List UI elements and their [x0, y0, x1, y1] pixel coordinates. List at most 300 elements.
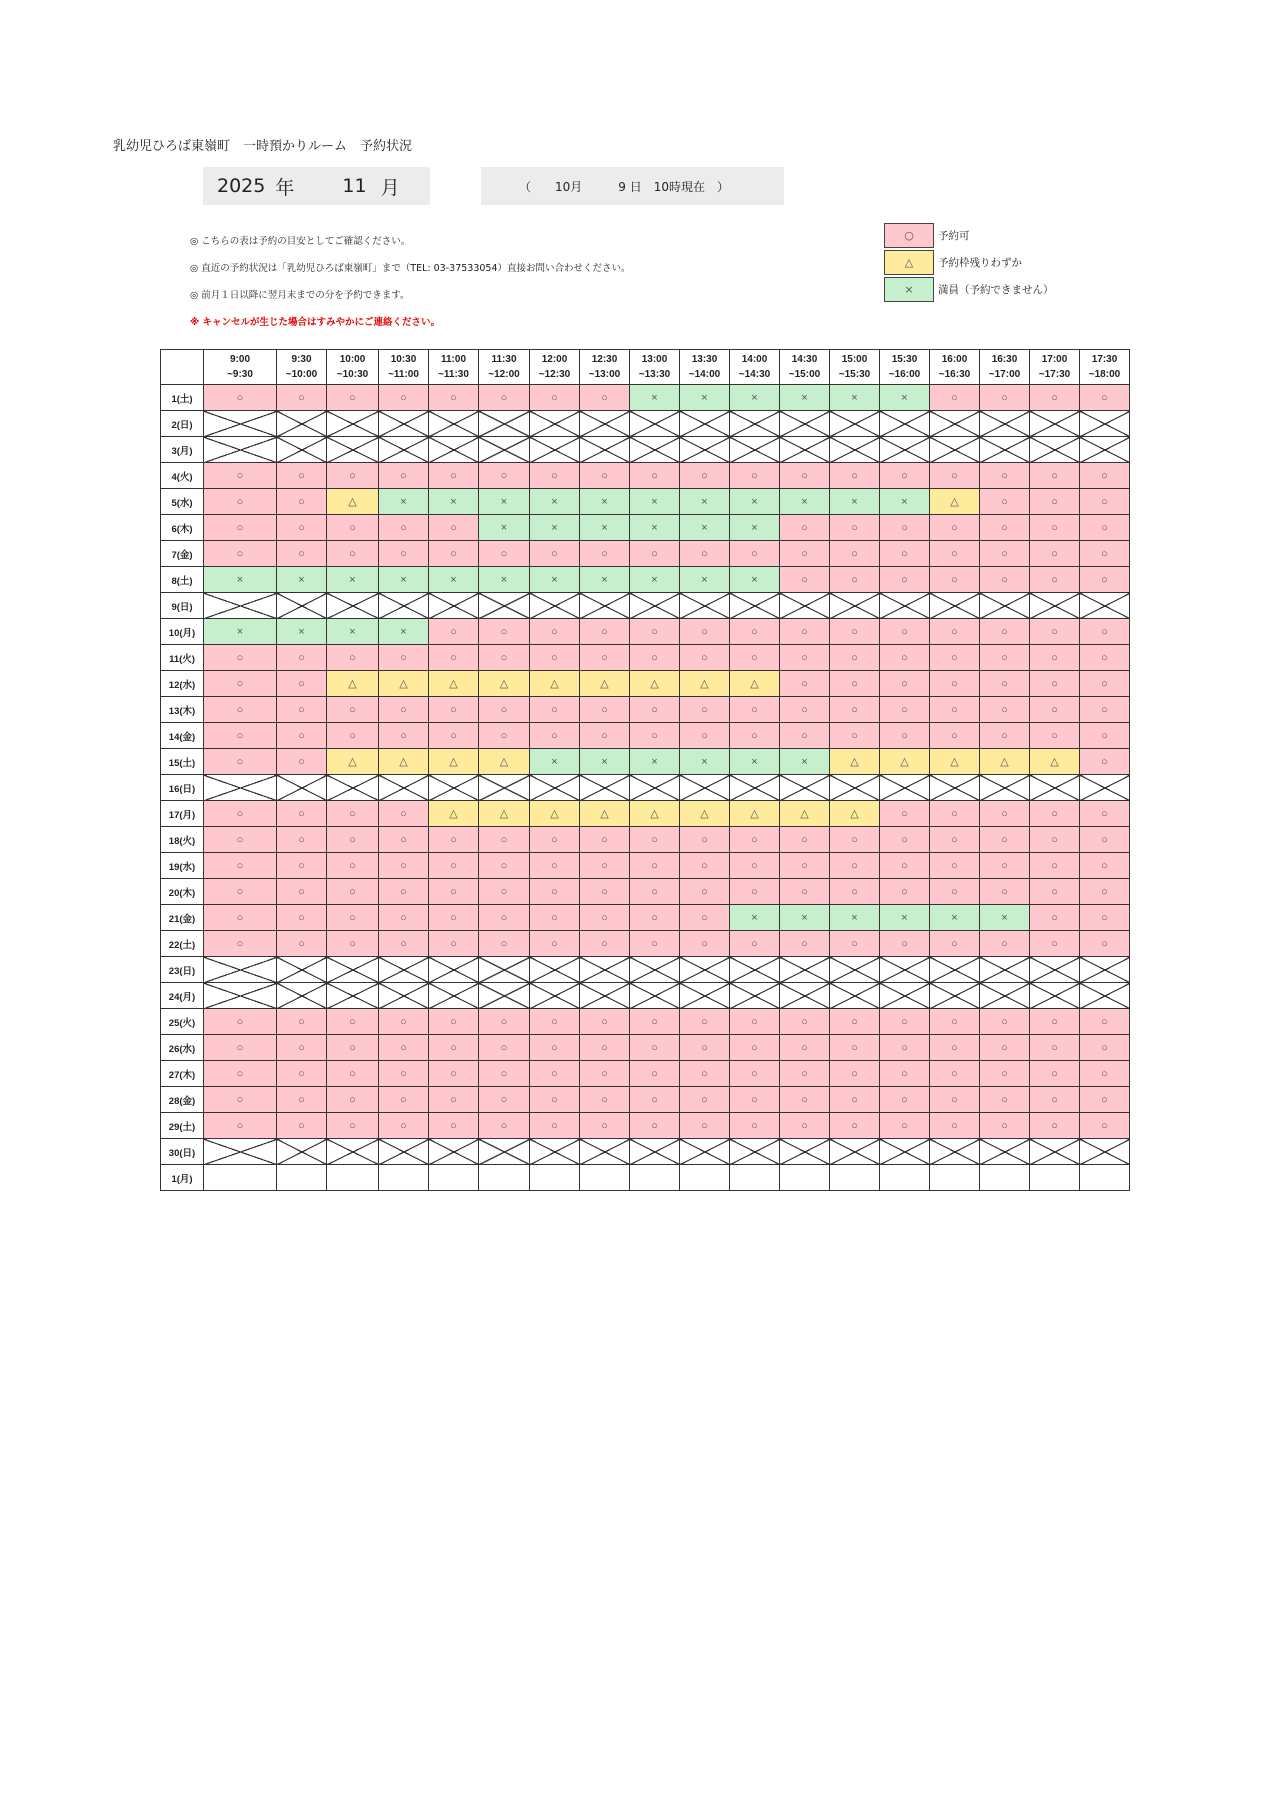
- slot-cell-full: ×: [980, 905, 1030, 931]
- day-row: [161, 1035, 1130, 1061]
- corner-cell: [161, 350, 204, 385]
- slot-cell-ok: ○: [980, 697, 1030, 723]
- slot-cell-ok: ○: [277, 1087, 327, 1113]
- time-slot-start: 10:30: [390, 354, 417, 365]
- legend-label-ok: 予約可: [938, 230, 970, 242]
- slot-cell-ok: ○: [429, 879, 479, 905]
- closed-slot: [479, 983, 530, 1009]
- slot-cell-ok: ○: [429, 619, 479, 645]
- closed-slot: [1080, 1139, 1130, 1165]
- closed-slot: [580, 593, 630, 619]
- time-slot-end: ~18:00: [1088, 369, 1121, 380]
- slot-cell-ok: ○: [530, 723, 580, 749]
- time-slot-end: ~10:30: [336, 369, 369, 380]
- slot-cell-ok: ○: [1030, 1113, 1080, 1139]
- slot-cell-ok: ○: [630, 853, 680, 879]
- time-slot-end: ~15:30: [838, 369, 871, 380]
- slot-cell-ok: ○: [780, 671, 830, 697]
- closed-slot: [930, 411, 980, 437]
- slot-cell-ok: ○: [277, 1113, 327, 1139]
- slot-cell-ok: ○: [630, 1061, 680, 1087]
- slot-cell-few: △: [730, 801, 780, 827]
- slot-cell-ok: ○: [429, 515, 479, 541]
- slot-cell-ok: ○: [379, 1035, 429, 1061]
- slot-cell-ok: ○: [277, 697, 327, 723]
- slot-cell-ok: ○: [277, 905, 327, 931]
- slot-cell-full: ×: [379, 619, 429, 645]
- slot-cell-ok: ○: [379, 385, 429, 411]
- time-slot-header: [204, 350, 277, 385]
- as-of-date-box: [481, 167, 784, 205]
- legend-swatch-ok: ○: [884, 223, 934, 248]
- slot-cell-full: ×: [580, 489, 630, 515]
- slot-cell-ok: ○: [930, 1113, 980, 1139]
- closed-slot: [530, 957, 580, 983]
- note-1: ◎ こちらの表は予約の目安としてご確認ください。: [190, 236, 411, 247]
- closed-slot: [680, 1139, 730, 1165]
- slot-cell-ok: ○: [277, 1009, 327, 1035]
- slot-cell-ok: ○: [1080, 853, 1130, 879]
- slot-cell-ok: ○: [429, 1009, 479, 1035]
- reservation-grid: [160, 349, 1130, 1191]
- slot-cell-ok: ○: [730, 1061, 780, 1087]
- closed-slot: [1030, 983, 1080, 1009]
- closed-slot: [1080, 957, 1130, 983]
- slot-cell-ok: ○: [680, 619, 730, 645]
- slot-cell-ok: ○: [630, 697, 680, 723]
- slot-cell-ok: ○: [730, 1113, 780, 1139]
- slot-cell-ok: ○: [1030, 723, 1080, 749]
- slot-cell-ok: ○: [930, 853, 980, 879]
- slot-cell-ok: ○: [830, 1113, 880, 1139]
- closed-slot: [379, 957, 429, 983]
- closed-slot: [580, 957, 630, 983]
- slot-cell-ok: ○: [580, 619, 630, 645]
- slot-cell-ok: ○: [830, 1061, 880, 1087]
- time-slot-header: [379, 350, 429, 385]
- time-slot-start: 9:30: [291, 354, 312, 365]
- slot-cell-ok: ○: [880, 931, 930, 957]
- slot-cell-ok: ○: [530, 931, 580, 957]
- slot-cell-ok: ○: [1030, 1061, 1080, 1087]
- slot-cell-full: ×: [730, 515, 780, 541]
- slot-cell-full: ×: [730, 567, 780, 593]
- slot-cell-ok: ○: [379, 879, 429, 905]
- slot-cell-ok: ○: [530, 1009, 580, 1035]
- day-row: [161, 385, 1130, 411]
- slot-cell-ok: ○: [930, 1009, 980, 1035]
- closed-slot: [479, 775, 530, 801]
- empty-slot: [730, 1165, 780, 1191]
- closed-slot: [277, 411, 327, 437]
- slot-cell-full: ×: [780, 489, 830, 515]
- day-label: 25(火): [161, 1009, 204, 1035]
- slot-cell-few: △: [780, 801, 830, 827]
- slot-cell-ok: ○: [680, 879, 730, 905]
- slot-cell-few: △: [327, 671, 379, 697]
- time-slot-end: ~16:00: [888, 369, 921, 380]
- closed-slot: [1080, 411, 1130, 437]
- slot-cell-ok: ○: [780, 567, 830, 593]
- slot-cell-ok: ○: [730, 931, 780, 957]
- slot-cell-ok: ○: [730, 541, 780, 567]
- closed-slot: [530, 411, 580, 437]
- slot-cell-ok: ○: [630, 463, 680, 489]
- closed-slot: [327, 1139, 379, 1165]
- slot-cell-ok: ○: [1030, 619, 1080, 645]
- time-slot-start: 13:30: [691, 354, 718, 365]
- slot-cell-ok: ○: [580, 879, 630, 905]
- closed-slot: [730, 775, 780, 801]
- closed-slot: [1030, 1139, 1080, 1165]
- day-row: [161, 645, 1130, 671]
- slot-cell-ok: ○: [580, 905, 630, 931]
- slot-cell-ok: ○: [379, 853, 429, 879]
- closed-slot: [580, 775, 630, 801]
- closed-slot: [730, 411, 780, 437]
- day-label: 26(水): [161, 1035, 204, 1061]
- day-row: [161, 619, 1130, 645]
- closed-slot: [980, 775, 1030, 801]
- slot-cell-few: △: [379, 671, 429, 697]
- closed-slot: [880, 411, 930, 437]
- day-row: [161, 905, 1130, 931]
- slot-cell-ok: ○: [780, 619, 830, 645]
- slot-cell-ok: ○: [930, 515, 980, 541]
- slot-cell-ok: ○: [630, 879, 680, 905]
- closed-slot: [880, 593, 930, 619]
- slot-cell-ok: ○: [880, 1009, 930, 1035]
- slot-cell-full: ×: [379, 567, 429, 593]
- closed-slot: [630, 957, 680, 983]
- slot-cell-ok: ○: [980, 879, 1030, 905]
- closed-slot: [1080, 775, 1130, 801]
- time-slot-end: ~9:30: [227, 369, 253, 380]
- slot-cell-ok: ○: [730, 879, 780, 905]
- slot-cell-ok: ○: [479, 1061, 530, 1087]
- slot-cell-ok: ○: [204, 1087, 277, 1113]
- day-row: [161, 1087, 1130, 1113]
- slot-cell-full: ×: [630, 749, 680, 775]
- closed-slot: [980, 411, 1030, 437]
- slot-cell-ok: ○: [980, 1035, 1030, 1061]
- day-row: [161, 1139, 1130, 1165]
- slot-cell-ok: ○: [880, 1061, 930, 1087]
- legend-item-ok: [884, 222, 1054, 249]
- closed-slot: [780, 411, 830, 437]
- slot-cell-few: △: [630, 801, 680, 827]
- slot-cell-ok: ○: [204, 1113, 277, 1139]
- day-row: [161, 853, 1130, 879]
- slot-cell-ok: ○: [1080, 671, 1130, 697]
- slot-cell-ok: ○: [980, 385, 1030, 411]
- slot-cell-full: ×: [479, 515, 530, 541]
- time-slot-end: ~13:30: [638, 369, 671, 380]
- day-label: 23(日): [161, 957, 204, 983]
- closed-slot: [1080, 983, 1130, 1009]
- slot-cell-ok: ○: [880, 515, 930, 541]
- closed-slot: [530, 593, 580, 619]
- time-slot-start: 16:30: [991, 354, 1018, 365]
- slot-cell-ok: ○: [327, 645, 379, 671]
- closed-slot: [780, 983, 830, 1009]
- closed-slot: [580, 437, 630, 463]
- time-slot-start: 12:30: [591, 354, 618, 365]
- slot-cell-full: ×: [730, 385, 780, 411]
- slot-cell-ok: ○: [780, 1035, 830, 1061]
- slot-cell-full: ×: [830, 489, 880, 515]
- slot-cell-ok: ○: [429, 1061, 479, 1087]
- time-slot-start: 15:30: [891, 354, 918, 365]
- slot-cell-ok: ○: [1030, 931, 1080, 957]
- slot-cell-ok: ○: [204, 749, 277, 775]
- closed-slot: [730, 437, 780, 463]
- closed-slot: [730, 983, 780, 1009]
- slot-cell-ok: ○: [1080, 1009, 1130, 1035]
- legend-label-few: 予約枠残りわずか: [938, 257, 1022, 269]
- day-row: [161, 1061, 1130, 1087]
- slot-cell-full: ×: [630, 515, 680, 541]
- closed-slot: [630, 983, 680, 1009]
- slot-cell-ok: ○: [204, 515, 277, 541]
- closed-slot: [630, 411, 680, 437]
- day-label: 16(日): [161, 775, 204, 801]
- time-slot-start: 10:00: [339, 354, 366, 365]
- day-label: 10(月): [161, 619, 204, 645]
- slot-cell-ok: ○: [830, 1035, 880, 1061]
- slot-cell-ok: ○: [327, 515, 379, 541]
- slot-cell-few: △: [1030, 749, 1080, 775]
- slot-cell-few: △: [930, 489, 980, 515]
- slot-cell-ok: ○: [327, 931, 379, 957]
- day-label: 1(月): [161, 1165, 204, 1191]
- closed-slot: [680, 593, 730, 619]
- slot-cell-ok: ○: [780, 463, 830, 489]
- slot-cell-ok: ○: [429, 1113, 479, 1139]
- day-label: 8(土): [161, 567, 204, 593]
- slot-cell-ok: ○: [830, 645, 880, 671]
- grid-body: [161, 385, 1130, 1191]
- time-slot-header: [780, 350, 830, 385]
- time-slot-header: [630, 350, 680, 385]
- slot-cell-ok: ○: [277, 801, 327, 827]
- slot-cell-ok: ○: [680, 1061, 730, 1087]
- slot-cell-ok: ○: [930, 463, 980, 489]
- slot-cell-ok: ○: [379, 801, 429, 827]
- slot-cell-ok: ○: [580, 385, 630, 411]
- slot-cell-ok: ○: [479, 645, 530, 671]
- slot-cell-ok: ○: [730, 827, 780, 853]
- closed-slot: [277, 437, 327, 463]
- closed-slot: [780, 957, 830, 983]
- time-slot-header: [930, 350, 980, 385]
- slot-cell-full: ×: [730, 749, 780, 775]
- closed-slot: [680, 437, 730, 463]
- slot-cell-ok: ○: [780, 541, 830, 567]
- legend-label-full: 満員（予約できません）: [938, 284, 1054, 296]
- legend-item-few: [884, 249, 1054, 276]
- slot-cell-ok: ○: [479, 723, 530, 749]
- slot-cell-ok: ○: [630, 541, 680, 567]
- slot-cell-ok: ○: [680, 1087, 730, 1113]
- slot-cell-ok: ○: [830, 853, 880, 879]
- empty-slot: [1080, 1165, 1130, 1191]
- slot-cell-few: △: [930, 749, 980, 775]
- slot-cell-ok: ○: [1080, 905, 1130, 931]
- slot-cell-ok: ○: [327, 801, 379, 827]
- slot-cell-few: △: [479, 749, 530, 775]
- empty-slot: [880, 1165, 930, 1191]
- slot-cell-full: ×: [530, 567, 580, 593]
- slot-cell-ok: ○: [277, 645, 327, 671]
- slot-cell-ok: ○: [204, 853, 277, 879]
- slot-cell-ok: ○: [277, 931, 327, 957]
- day-row: [161, 879, 1130, 905]
- closed-slot: [479, 957, 530, 983]
- slot-cell-full: ×: [580, 749, 630, 775]
- time-slot-end: ~10:00: [285, 369, 318, 380]
- slot-cell-ok: ○: [730, 697, 780, 723]
- empty-slot: [327, 1165, 379, 1191]
- slot-cell-ok: ○: [429, 827, 479, 853]
- note-2: ◎ 直近の予約状況は「乳幼児ひろば東嶺町」まで（TEL: 03-37533054）直接お問い合わせください。: [190, 263, 631, 274]
- closed-slot: [1030, 411, 1080, 437]
- closed-slot: [429, 593, 479, 619]
- slot-cell-full: ×: [580, 515, 630, 541]
- year-value: 2025: [217, 175, 266, 197]
- empty-slot: [680, 1165, 730, 1191]
- closed-slot: [730, 957, 780, 983]
- day-row: [161, 775, 1130, 801]
- closed-slot: [730, 1139, 780, 1165]
- closed-slot: [830, 1139, 880, 1165]
- slot-cell-few: △: [980, 749, 1030, 775]
- slot-cell-ok: ○: [479, 905, 530, 931]
- slot-cell-ok: ○: [479, 619, 530, 645]
- closed-slot: [930, 775, 980, 801]
- slot-cell-ok: ○: [1080, 1061, 1130, 1087]
- reservation-grid-wrap: [160, 349, 1130, 1191]
- slot-cell-full: ×: [780, 905, 830, 931]
- slot-cell-ok: ○: [780, 1087, 830, 1113]
- year-month-box: [203, 167, 430, 205]
- closed-slot: [980, 983, 1030, 1009]
- time-slot-header: [479, 350, 530, 385]
- slot-cell-ok: ○: [780, 879, 830, 905]
- day-row: [161, 723, 1130, 749]
- slot-cell-full: ×: [830, 385, 880, 411]
- slot-cell-ok: ○: [1080, 385, 1130, 411]
- day-row: [161, 1165, 1130, 1191]
- closed-slot: [780, 593, 830, 619]
- time-slot-header: [880, 350, 930, 385]
- closed-slot: [479, 593, 530, 619]
- slot-cell-few: △: [530, 671, 580, 697]
- closed-slot: [429, 775, 479, 801]
- closed-slot: [479, 411, 530, 437]
- slot-cell-ok: ○: [980, 801, 1030, 827]
- closed-slot: [429, 437, 479, 463]
- closed-slot: [204, 957, 277, 983]
- closed-slot: [277, 957, 327, 983]
- slot-cell-ok: ○: [429, 1035, 479, 1061]
- slot-cell-full: ×: [730, 905, 780, 931]
- day-label: 27(木): [161, 1061, 204, 1087]
- time-slot-header: [429, 350, 479, 385]
- closed-slot: [277, 1139, 327, 1165]
- closed-slot: [429, 983, 479, 1009]
- closed-slot: [530, 1139, 580, 1165]
- closed-slot: [780, 1139, 830, 1165]
- closed-slot: [830, 983, 880, 1009]
- slot-cell-ok: ○: [327, 541, 379, 567]
- closed-slot: [530, 437, 580, 463]
- closed-slot: [277, 775, 327, 801]
- slot-cell-ok: ○: [1030, 879, 1080, 905]
- slot-cell-ok: ○: [780, 853, 830, 879]
- closed-slot: [1030, 437, 1080, 463]
- slot-cell-ok: ○: [277, 749, 327, 775]
- slot-cell-ok: ○: [1030, 671, 1080, 697]
- time-slot-header: [580, 350, 630, 385]
- slot-cell-ok: ○: [204, 1009, 277, 1035]
- slot-cell-ok: ○: [1030, 827, 1080, 853]
- time-slot-start: 11:00: [440, 354, 467, 365]
- slot-cell-ok: ○: [379, 515, 429, 541]
- closed-slot: [880, 957, 930, 983]
- closed-slot: [830, 775, 880, 801]
- slot-cell-ok: ○: [980, 489, 1030, 515]
- slot-cell-ok: ○: [930, 723, 980, 749]
- slot-cell-ok: ○: [830, 515, 880, 541]
- time-slot-start: 14:00: [741, 354, 768, 365]
- closed-slot: [930, 437, 980, 463]
- closed-slot: [204, 775, 277, 801]
- slot-cell-ok: ○: [1030, 1035, 1080, 1061]
- slot-cell-ok: ○: [980, 1009, 1030, 1035]
- slot-cell-full: ×: [429, 489, 479, 515]
- closed-slot: [830, 411, 880, 437]
- slot-cell-ok: ○: [680, 931, 730, 957]
- day-label: 17(月): [161, 801, 204, 827]
- slot-cell-few: △: [479, 801, 530, 827]
- slot-cell-ok: ○: [780, 1061, 830, 1087]
- slot-cell-ok: ○: [680, 541, 730, 567]
- closed-slot: [780, 437, 830, 463]
- slot-cell-ok: ○: [277, 853, 327, 879]
- day-label: 21(金): [161, 905, 204, 931]
- day-label: 18(火): [161, 827, 204, 853]
- empty-slot: [830, 1165, 880, 1191]
- slot-cell-ok: ○: [580, 1035, 630, 1061]
- slot-cell-ok: ○: [930, 827, 980, 853]
- day-label: 24(月): [161, 983, 204, 1009]
- slot-cell-ok: ○: [680, 463, 730, 489]
- slot-cell-ok: ○: [580, 1061, 630, 1087]
- closed-slot: [379, 593, 429, 619]
- slot-cell-ok: ○: [580, 1113, 630, 1139]
- time-slot-header: [830, 350, 880, 385]
- day-row: [161, 541, 1130, 567]
- slot-cell-ok: ○: [630, 619, 680, 645]
- time-slot-start: 17:30: [1091, 354, 1118, 365]
- closed-slot: [379, 1139, 429, 1165]
- time-slot-end: ~16:30: [938, 369, 971, 380]
- closed-slot: [980, 957, 1030, 983]
- slot-cell-ok: ○: [530, 1061, 580, 1087]
- closed-slot: [880, 1139, 930, 1165]
- slot-cell-ok: ○: [327, 1113, 379, 1139]
